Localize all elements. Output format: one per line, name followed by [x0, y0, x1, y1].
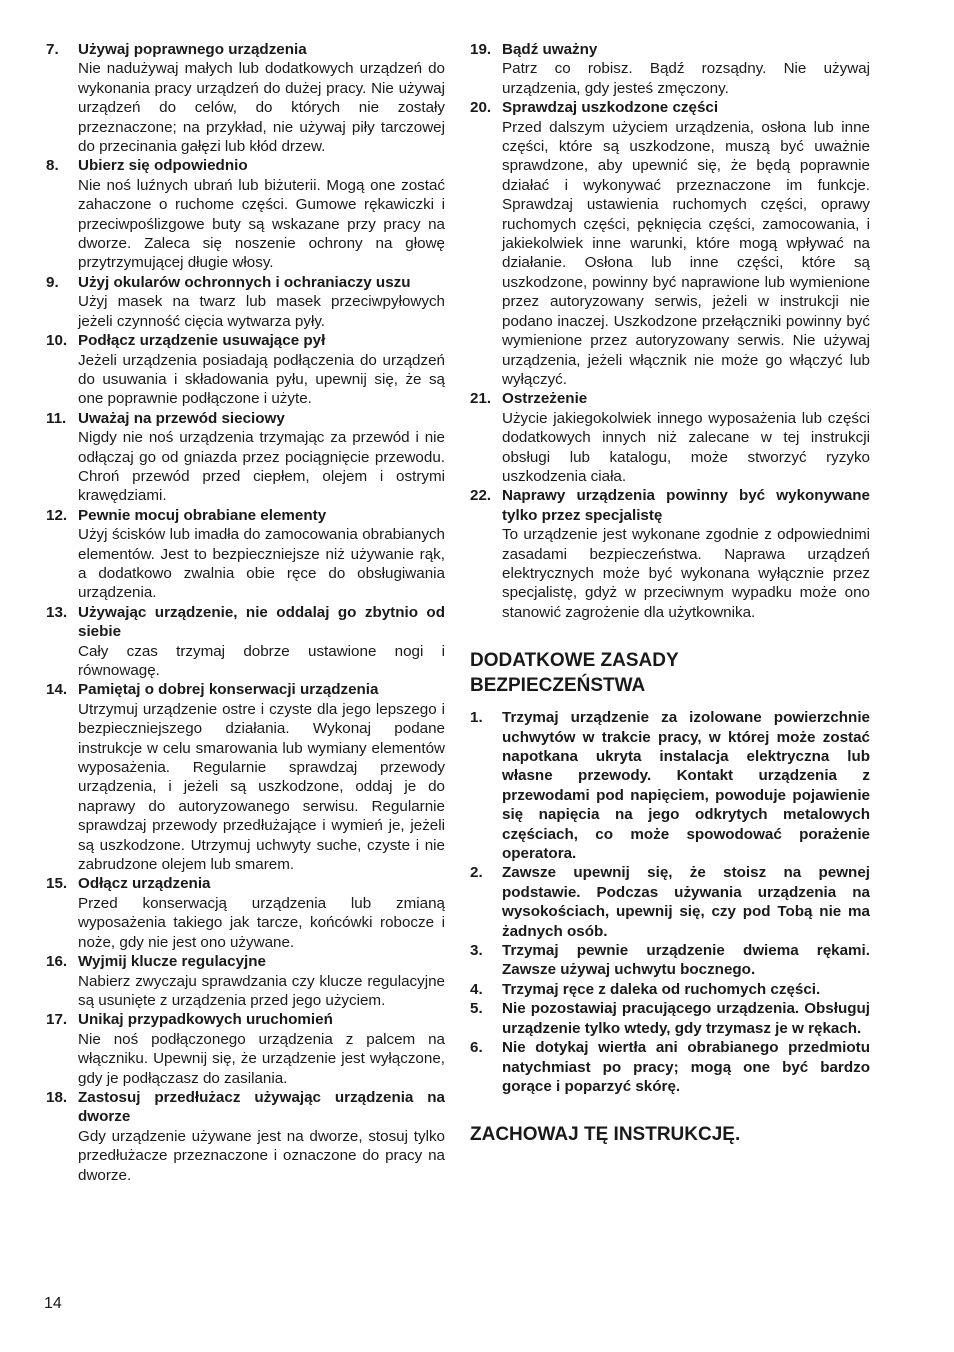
item-text: Użyj masek na twarz lub masek przeciwpyłowych jeżeli czynność cięcia wytwarza pyły. [78, 293, 445, 330]
item-title: Wyjmij klucze regulacyjne [78, 953, 266, 971]
closing-heading: ZACHOWAJ TĘ INSTRUKCJĘ. [470, 1124, 741, 1146]
item-title: Naprawy urządzenia powinny być wykonywane tylko przez specjalistę [502, 487, 870, 524]
item-number: 21. [470, 390, 492, 408]
item-number: 11. [46, 409, 67, 427]
rule-item-12 [46, 506, 445, 603]
extra-rule-1 [470, 708, 870, 863]
rule-item-13 [46, 603, 445, 681]
item-number: 7. [46, 41, 59, 58]
rule-item-17 [46, 1010, 445, 1088]
item-number: 3. [470, 942, 483, 960]
item-text: Jeżeli urządzenia posiadają podłączenia do urządzeń do usuwania i składowania pyłu, upewnij się, że są one poprawnie podłączone i użyte. [78, 351, 445, 408]
item-number: 4. [470, 980, 483, 998]
item-text: Przed dalszym użyciem urządzenia, osłona lub inne części, które są uszkodzone, muszą być uważnie sprawdzone, aby upewnić się, że będą poprawnie działać i wykonywać przeznaczone im funkcje. Sprawdzaj ustawienia ruchomych części, oprawy ruchomych części, pęknięcia części, zamocowania, i jakiekolwiek inne warunki, które mogą wpływać na działanie. Osłona lub inne części, które są uszkodzone, powinny być naprawione lub wymienione przez autoryzowany serwis, jeżeli w instrukcji nie podano inaczej. Uszkodzone przełączniki powinny być wymienione przez autoryzowany serwis. Nie używaj urządzenia, jeżeli włącznik nie może go włączyć lub wyłączyć. [502, 118, 870, 388]
item-text: Utrzymuj urządzenie ostre i czyste dla jego lepszego i bezpieczniejszego działania. Wykonaj podane instrukcje w celu smarowania lub wymiany elementów wyposażenia. Regularnie sprawdzaj przewody urządzenia, i jeżeli są uszkodzone, oddaj je do naprawy do autoryzowanego serwisu. Regularnie sprawdzaj przewody przedłużające i wymień je, jeżeli są uszkodzone. Utrzymuj uchwyty suche, czyste i nie zabrudzone olejem lub smarem. [78, 700, 445, 874]
item-number: 1. [470, 709, 483, 727]
rule-item-9 [46, 273, 445, 331]
section-heading-line-2: BEZPIECZEŃSTWA [470, 675, 646, 697]
item-text: Cały czas trzymaj dobrze ustawione nogi i równowagę. [78, 642, 445, 679]
item-title: Używaj poprawnego urządzenia [78, 41, 307, 58]
item-text: Nigdy nie noś urządzenia trzymając za przewód i nie odłączaj go od gniazda przez pociągnięcie przewodu. Chroń przewód przed ciepłem, olejem i ostrymi krawędziami. [78, 429, 445, 505]
item-text: Nie noś luźnych ubrań lub biżuterii. Mogą one zostać zahaczone o ruchome części. Gumowe rękawiczki i przeciwpoślizgowe buty są wskazane przy pracy na dworze. Zaleca się noszenie ochrony na głowę przytrzymującej długie włosy. [78, 176, 445, 272]
item-title: Pewnie mocuj obrabiane elementy [78, 506, 327, 524]
page-number: 14 [44, 1295, 62, 1312]
item-number: 17. [46, 1011, 68, 1029]
item-title: Bądź uważny [502, 41, 598, 58]
item-title: Zastosuj przedłużacz używając urządzenia na dworze [78, 1088, 445, 1126]
rule-item-18 [46, 1088, 445, 1185]
left-column [46, 40, 445, 1185]
rule-item-15 [46, 874, 445, 952]
extra-rule-4 [470, 980, 870, 999]
item-number: 13. [46, 603, 68, 621]
item-number: 9. [46, 273, 59, 291]
extra-rule-2 [470, 863, 870, 941]
extra-rule-3 [470, 941, 870, 980]
item-title: Ubierz się odpowiednio [78, 157, 248, 175]
item-text: Gdy urządzenie używane jest na dworze, stosuj tylko przedłużacze przeznaczone i oznaczone do pracy na dworze. [78, 1127, 445, 1184]
section-heading-line-1: DODATKOWE ZASADY [470, 650, 679, 672]
item-text: Nie dotykaj wiertła ani obrabianego przedmiotu natychmiast po pracy; mogą one być bardzo gorące i poparzyć skórę. [502, 1039, 870, 1095]
rule-item-10 [46, 331, 445, 409]
section-heading-extra-safety [470, 648, 870, 698]
item-text: Użyj ścisków lub imadła do zamocowania obrabianych elementów. Jest to bezpieczniejsze niż używanie rąk, a dodatkowo zwalnia obie ręce do obsługiwania urządzenia. [78, 526, 445, 602]
item-number: 8. [46, 157, 59, 175]
rule-item-7 [46, 40, 445, 156]
item-number: 14. [46, 681, 68, 699]
item-text: Trzymaj pewnie urządzenie dwiema rękami. Zawsze używaj uchwytu bocznego. [502, 942, 870, 979]
item-number: 20. [470, 99, 492, 117]
item-number: 16. [46, 953, 68, 971]
rule-item-19 [470, 40, 870, 98]
rule-item-11 [46, 409, 445, 506]
item-number: 12. [46, 506, 68, 524]
item-number: 19. [470, 41, 492, 58]
rule-item-14 [46, 680, 445, 874]
rule-item-20 [470, 98, 870, 389]
item-number: 22. [470, 487, 492, 505]
item-title: Podłącz urządzenie usuwające pył [78, 332, 326, 350]
rule-item-21 [470, 389, 870, 486]
item-number: 18. [46, 1088, 68, 1106]
item-text: Nie noś podłączonego urządzenia z palcem na włączniku. Upewnij się, że urządzenie jest wyłączone, gdy je podłączasz do zasilania. [78, 1030, 445, 1087]
item-number: 2. [470, 864, 483, 882]
item-number: 10. [46, 332, 68, 350]
item-title: Odłącz urządzenia [78, 875, 211, 893]
item-number: 15. [46, 875, 68, 893]
item-text: Nabierz zwyczaju sprawdzania czy klucze regulacyjne są usunięte z urządzenia przed jego użyciem. [78, 972, 445, 1009]
item-text: Trzymaj urządzenie za izolowane powierzchnie uchwytów w trakcie pracy, w której może zostać napotkana ukryta instalacja elektryczna lub własne przewody. Kontakt urządzenia z przewodami pod napięciem, powoduje pojawienie się napięcia na jego odkrytych metalowych częściach, co może spowodować porażenie operatora. [502, 709, 870, 863]
item-text: Nie pozostawiaj pracującego urządzenia. Obsługuj urządzenie tylko wtedy, gdy trzymasz je w rękach. [502, 1000, 870, 1037]
item-title: Unikaj przypadkowych uruchomień [78, 1011, 333, 1029]
rule-item-16 [46, 952, 445, 1010]
rule-item-8 [46, 156, 445, 272]
extra-rule-6 [470, 1038, 870, 1096]
item-title: Ostrzeżenie [502, 390, 588, 408]
item-number: 5. [470, 1000, 483, 1018]
item-title: Pamiętaj o dobrej konserwacji urządzenia [78, 681, 379, 699]
right-column [470, 40, 870, 1147]
item-text: Użycie jakiegokolwiek innego wyposażenia lub części dodatkowych innych niż zalecane w tej instrukcji obsługi lub katalogu, może stworzyć ryzyko uszkodzenia ciała. [502, 409, 870, 485]
item-text: To urządzenie jest wykonane zgodnie z odpowiednimi zasadami bezpieczeństwa. Naprawa urządzeń elektrycznych może być wykonana wyłącznie przez specjalistę, gdyż w przeciwnym wypadku może ono stanowić zagrożenie dla użytkownika. [502, 526, 870, 621]
item-text: Trzymaj ręce z daleka od ruchomych części. [502, 980, 821, 998]
item-title: Sprawdzaj uszkodzone części [502, 99, 719, 117]
extra-rule-5 [470, 999, 870, 1038]
rule-item-22 [470, 486, 870, 622]
item-text: Przed konserwacją urządzenia lub zmianą wyposażenia takiego jak tarcze, końcówki robocze i noże, gdy nie jest ono używane. [78, 894, 445, 951]
item-text: Patrz co robisz. Bądź rozsądny. Nie używaj urządzenia, gdy jesteś zmęczony. [502, 60, 870, 97]
item-text: Zawsze upewnij się, że stoisz na pewnej podstawie. Podczas używania urządzenia na wysokościach, upewnij się, czy pod Tobą nie ma żadnych osób. [502, 864, 870, 940]
item-title: Uważaj na przewód sieciowy [78, 409, 285, 427]
item-number: 6. [470, 1039, 483, 1057]
item-text: Nie nadużywaj małych lub dodatkowych urządzeń do wykonania pracy urządzeń do dużej pracy. Nie używaj urządzeń do celów, do których nie zostały przeznaczone; na przykład, nie używaj piły tarczowej do przecinania gałęzi lub kłód drzew. [78, 60, 445, 156]
item-title: Użyj okularów ochronnych i ochraniaczy uszu [78, 273, 411, 291]
item-title: Używając urządzenie, nie oddalaj go zbytnio od siebie [78, 603, 445, 641]
